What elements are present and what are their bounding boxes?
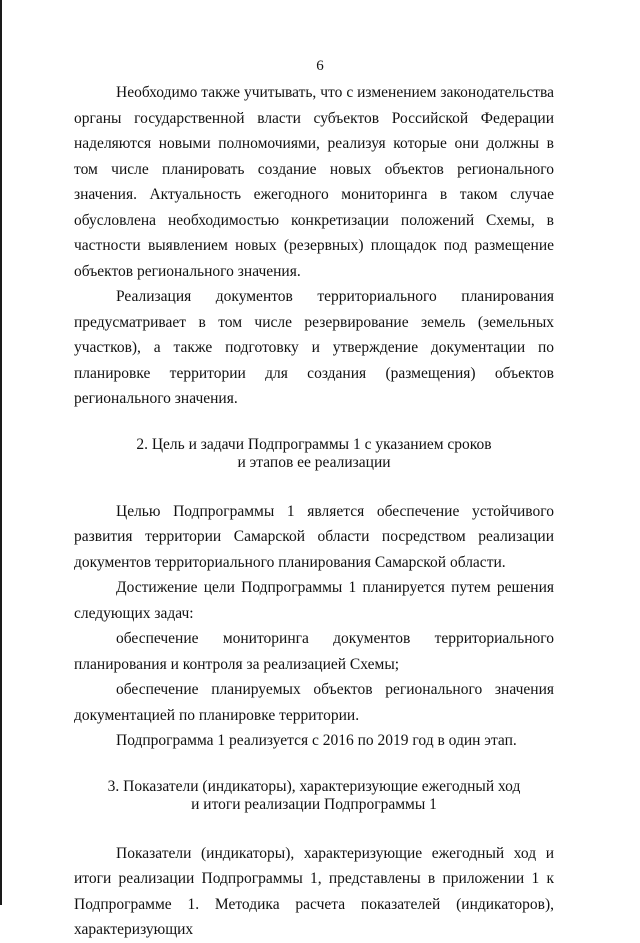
paragraph-task-1: обеспечение мониторинга документов территориального планирования и контроля за реализацией Схемы; — [74, 630, 554, 673]
section-2-heading-line-1: 2. Цель и задачи Подпрограммы 1 с указанием сроков — [136, 435, 492, 453]
paragraph-implementation: Реализация документов территориального планирования предусматривает в том числе резервирование земель (земельных участков), а также подготовку и утверждение документации по планировке территории для создания (размещения) объектов регионального значения. — [74, 288, 554, 407]
section-3-heading — [74, 778, 554, 814]
paragraph-monitoring: Необходимо также учитывать, что с изменением законодательства органы государственной власти субъектов Российской Федерации наделяются новыми полномочиями, реализуя которые они должны в том числе планировать создание новых объектов регионального значения. Актуальность ежегодного мониторинга в таком случае обусловлена необходимостью конкретизации положений Схемы, в частности выявлением новых (резервных) площадок под размещение объектов регионального значения. — [74, 84, 554, 280]
section-2-heading-line-2: и этапов ее реализации — [237, 453, 391, 471]
document-body — [74, 80, 554, 943]
paragraph-goal: Целью Подпрограммы 1 является обеспечение устойчивого развития территории Самарской области посредством реализации документов территориального планирования Самарской области. — [74, 502, 554, 571]
section-3-heading-line-1: 3. Показатели (индикаторы), характеризующие ежегодный ход — [107, 777, 521, 795]
paragraph-task-2: обеспечение планируемых объектов регионального значения документацией по планировке территории. — [74, 681, 554, 724]
section-2-heading — [74, 436, 554, 472]
page-number: 6 — [316, 58, 324, 74]
paragraph-indicators: Показатели (индикаторы), характеризующие ежегодный ход и итоги реализации Подпрограммы 1, представлены в приложении 1 к Подпрограмме 1. Методика расчета показателей (индикаторов), характеризующих — [74, 844, 554, 938]
section-3-heading-line-2: и итоги реализации Подпрограммы 1 — [191, 795, 437, 813]
paragraph-timeline: Подпрограмма 1 реализуется с 2016 по 2019 год в один этап. — [116, 732, 517, 749]
page-left-edge — [0, 0, 2, 905]
paragraph-tasks-intro: Достижение цели Подпрограммы 1 планируется путем решения следующих задач: — [74, 579, 554, 622]
